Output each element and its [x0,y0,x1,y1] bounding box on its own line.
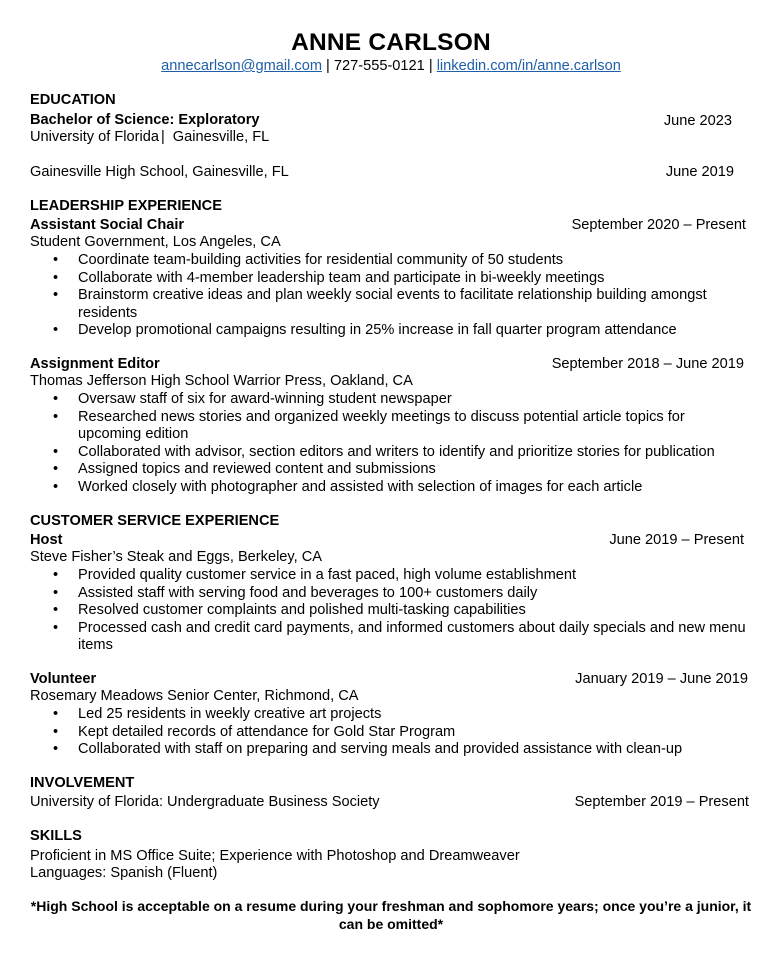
school-line [30,129,269,145]
contact-line [0,58,782,74]
degree-title: Bachelor of Science: Exploratory [30,112,260,128]
bullet-item: • Kept detailed records of attendance for Gold Star Program [50,724,750,742]
footnote: *High School is acceptable on a resume during your freshman and sophomore years; once you’re a junior, it can be omitted* [30,898,752,932]
degree-date: June 2023 [663,113,732,129]
job-org: Thomas Jefferson High School Warrior Press, Oakland, CA [30,373,413,389]
school-separator: | [160,129,165,145]
bullet-item: • Coordinate team-building activities for residential community of 50 students [50,252,750,270]
job-title: Host [30,532,63,548]
bullet-item: • Brainstorm creative ideas and plan weekly social events to facilitate relationship building amongst residents [50,287,750,322]
job-bullets [50,567,750,655]
bullet-item: • Researched news stories and organized weekly meetings to discuss potential article topics for upcoming edition [50,409,750,444]
involvement-dates: September 2019 – Present [574,794,749,810]
bullet-item: • Led 25 residents in weekly creative art projects [50,706,750,724]
linkedin-link[interactable]: linkedin.com/in/anne.carlson [436,58,621,74]
phone-number: 727-555-0121 [333,58,425,74]
job-title: Volunteer [30,671,97,687]
high-school-date: June 2019 [665,164,734,180]
job-org: Rosemary Meadows Senior Center, Richmond, CA [30,688,359,704]
email-link[interactable]: annecarlson@gmail.com [161,58,322,74]
job-org: Student Government, Los Angeles, CA [30,234,281,250]
section-heading-skills: SKILLS [30,828,82,844]
section-heading-involvement: INVOLVEMENT [30,775,135,791]
school-name: University of Florida [30,129,159,145]
job-dates: September 2020 – Present [571,217,746,233]
job-dates: June 2019 – Present [609,532,744,548]
bullet-item: • Provided quality customer service in a fast paced, high volume establishment [50,567,750,585]
job-bullets [50,252,750,340]
job-bullets [50,706,750,759]
involvement-item: University of Florida: Undergraduate Business Society [30,794,380,810]
separator: | [424,58,437,74]
bullet-item: • Resolved customer complaints and polished multi-tasking capabilities [50,602,750,620]
section-heading-education: EDUCATION [30,92,116,108]
bullet-item: • Assisted staff with serving food and beverages to 100+ customers daily [50,585,750,603]
bullet-item: • Worked closely with photographer and assisted with selection of images for each article [50,479,750,497]
skills-line: Languages: Spanish (Fluent) [30,865,218,881]
job-dates: January 2019 – June 2019 [575,671,748,687]
bullet-item: • Processed cash and credit card payments, and informed customers about daily specials and new menu items [50,620,750,655]
job-dates: September 2018 – June 2019 [551,356,744,372]
section-heading-customer-service: CUSTOMER SERVICE EXPERIENCE [30,513,280,529]
school-location: Gainesville, FL [172,129,270,145]
job-title: Assistant Social Chair [30,217,185,233]
bullet-item: • Collaborated with staff on preparing and serving meals and provided assistance with clean-up [50,741,750,759]
bullet-item: • Assigned topics and reviewed content and submissions [50,461,750,479]
skills-line: Proficient in MS Office Suite; Experience with Photoshop and Dreamweaver [30,848,520,864]
job-org: Steve Fisher’s Steak and Eggs, Berkeley, CA [30,549,323,565]
separator: | [321,58,334,74]
candidate-name: ANNE CARLSON [291,29,491,56]
bullet-item: • Collaborate with 4-member leadership team and participate in bi-weekly meetings [50,270,750,288]
bullet-item: • Collaborated with advisor, section editors and writers to identify and prioritize stories for publication [50,444,750,462]
high-school: Gainesville High School, Gainesville, FL [30,164,289,180]
job-title: Assignment Editor [30,356,160,372]
section-heading-leadership: LEADERSHIP EXPERIENCE [30,198,222,214]
job-bullets [50,391,750,496]
bullet-item: • Develop promotional campaigns resulting in 25% increase in fall quarter program attendance [50,322,750,340]
bullet-item: • Oversaw staff of six for award-winning student newspaper [50,391,750,409]
